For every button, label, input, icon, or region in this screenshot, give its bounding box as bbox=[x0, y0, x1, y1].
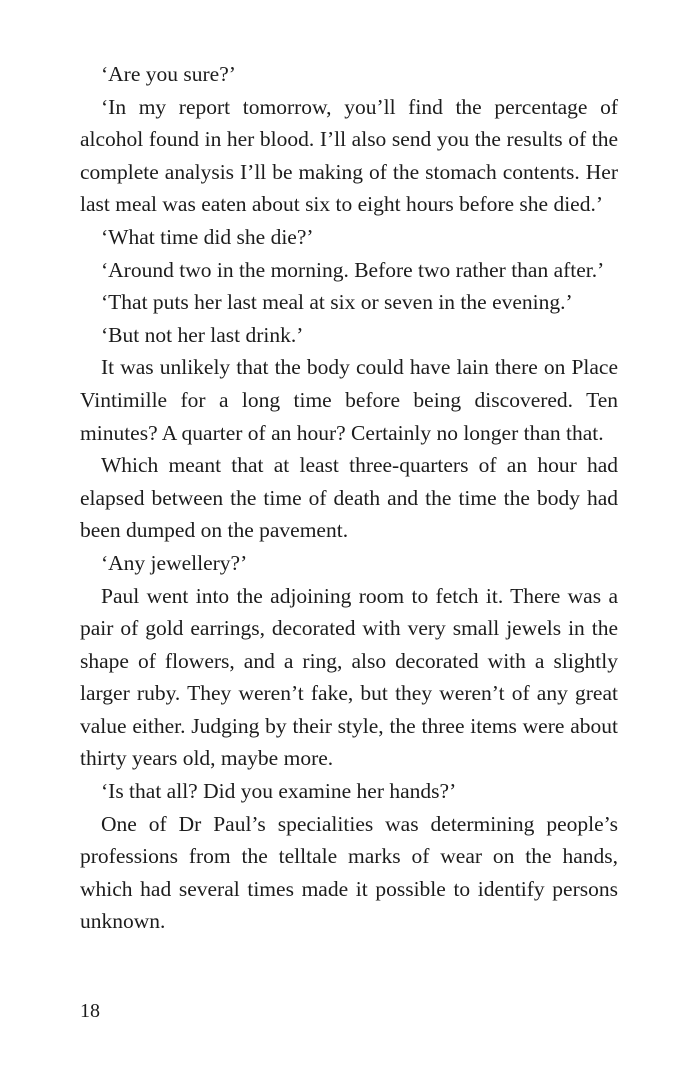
body-text bbox=[80, 58, 618, 938]
paragraph: ‘That puts her last meal at six or seven in the evening.’ bbox=[101, 290, 573, 315]
paragraph: It was unlikely that the body could have lain there on Place Vintimille for a long time before being discovered. Ten minutes? A quarter of an hour? Certainly no longer than that. bbox=[80, 355, 618, 445]
paragraph: ‘But not her last drink.’ bbox=[101, 322, 304, 347]
paragraph: ‘Are you sure?’ bbox=[101, 62, 236, 86]
paragraph: ‘What time did she die?’ bbox=[101, 224, 314, 249]
paragraph: ‘Around two in the morning. Before two rather than after.’ bbox=[101, 257, 605, 282]
paragraph: One of Dr Paul’s specialities was determining people’s professions from the telltale marks of wear on the hands, which had several times made it possible to identify persons unknown. bbox=[80, 811, 618, 934]
paragraph: Which meant that at least three-quarters of an hour had elapsed between the time of death and the time the body had been dumped on the pavement. bbox=[80, 453, 618, 543]
paragraph: ‘Any jewellery?’ bbox=[101, 550, 248, 575]
paragraph: ‘In my report tomorrow, you’ll find the percentage of alcohol found in her blood. I’ll also send you the results of the complete analysis I’ll be making of the stomach contents. Her last meal was eaten about six to eight hours before she died.’ bbox=[80, 94, 618, 217]
paragraph: ‘Is that all? Did you examine her hands?’ bbox=[101, 779, 457, 804]
page-number: 18 bbox=[80, 1000, 100, 1022]
paragraph: Paul went into the adjoining room to fetch it. There was a pair of gold earrings, decorated with very small jewels in the shape of flowers, and a ring, also decorated with a slightly larger ruby. They weren’t fake, but they weren’t of any great value either. Judging by their style, the three items were about thirty years old, maybe more. bbox=[80, 583, 618, 771]
